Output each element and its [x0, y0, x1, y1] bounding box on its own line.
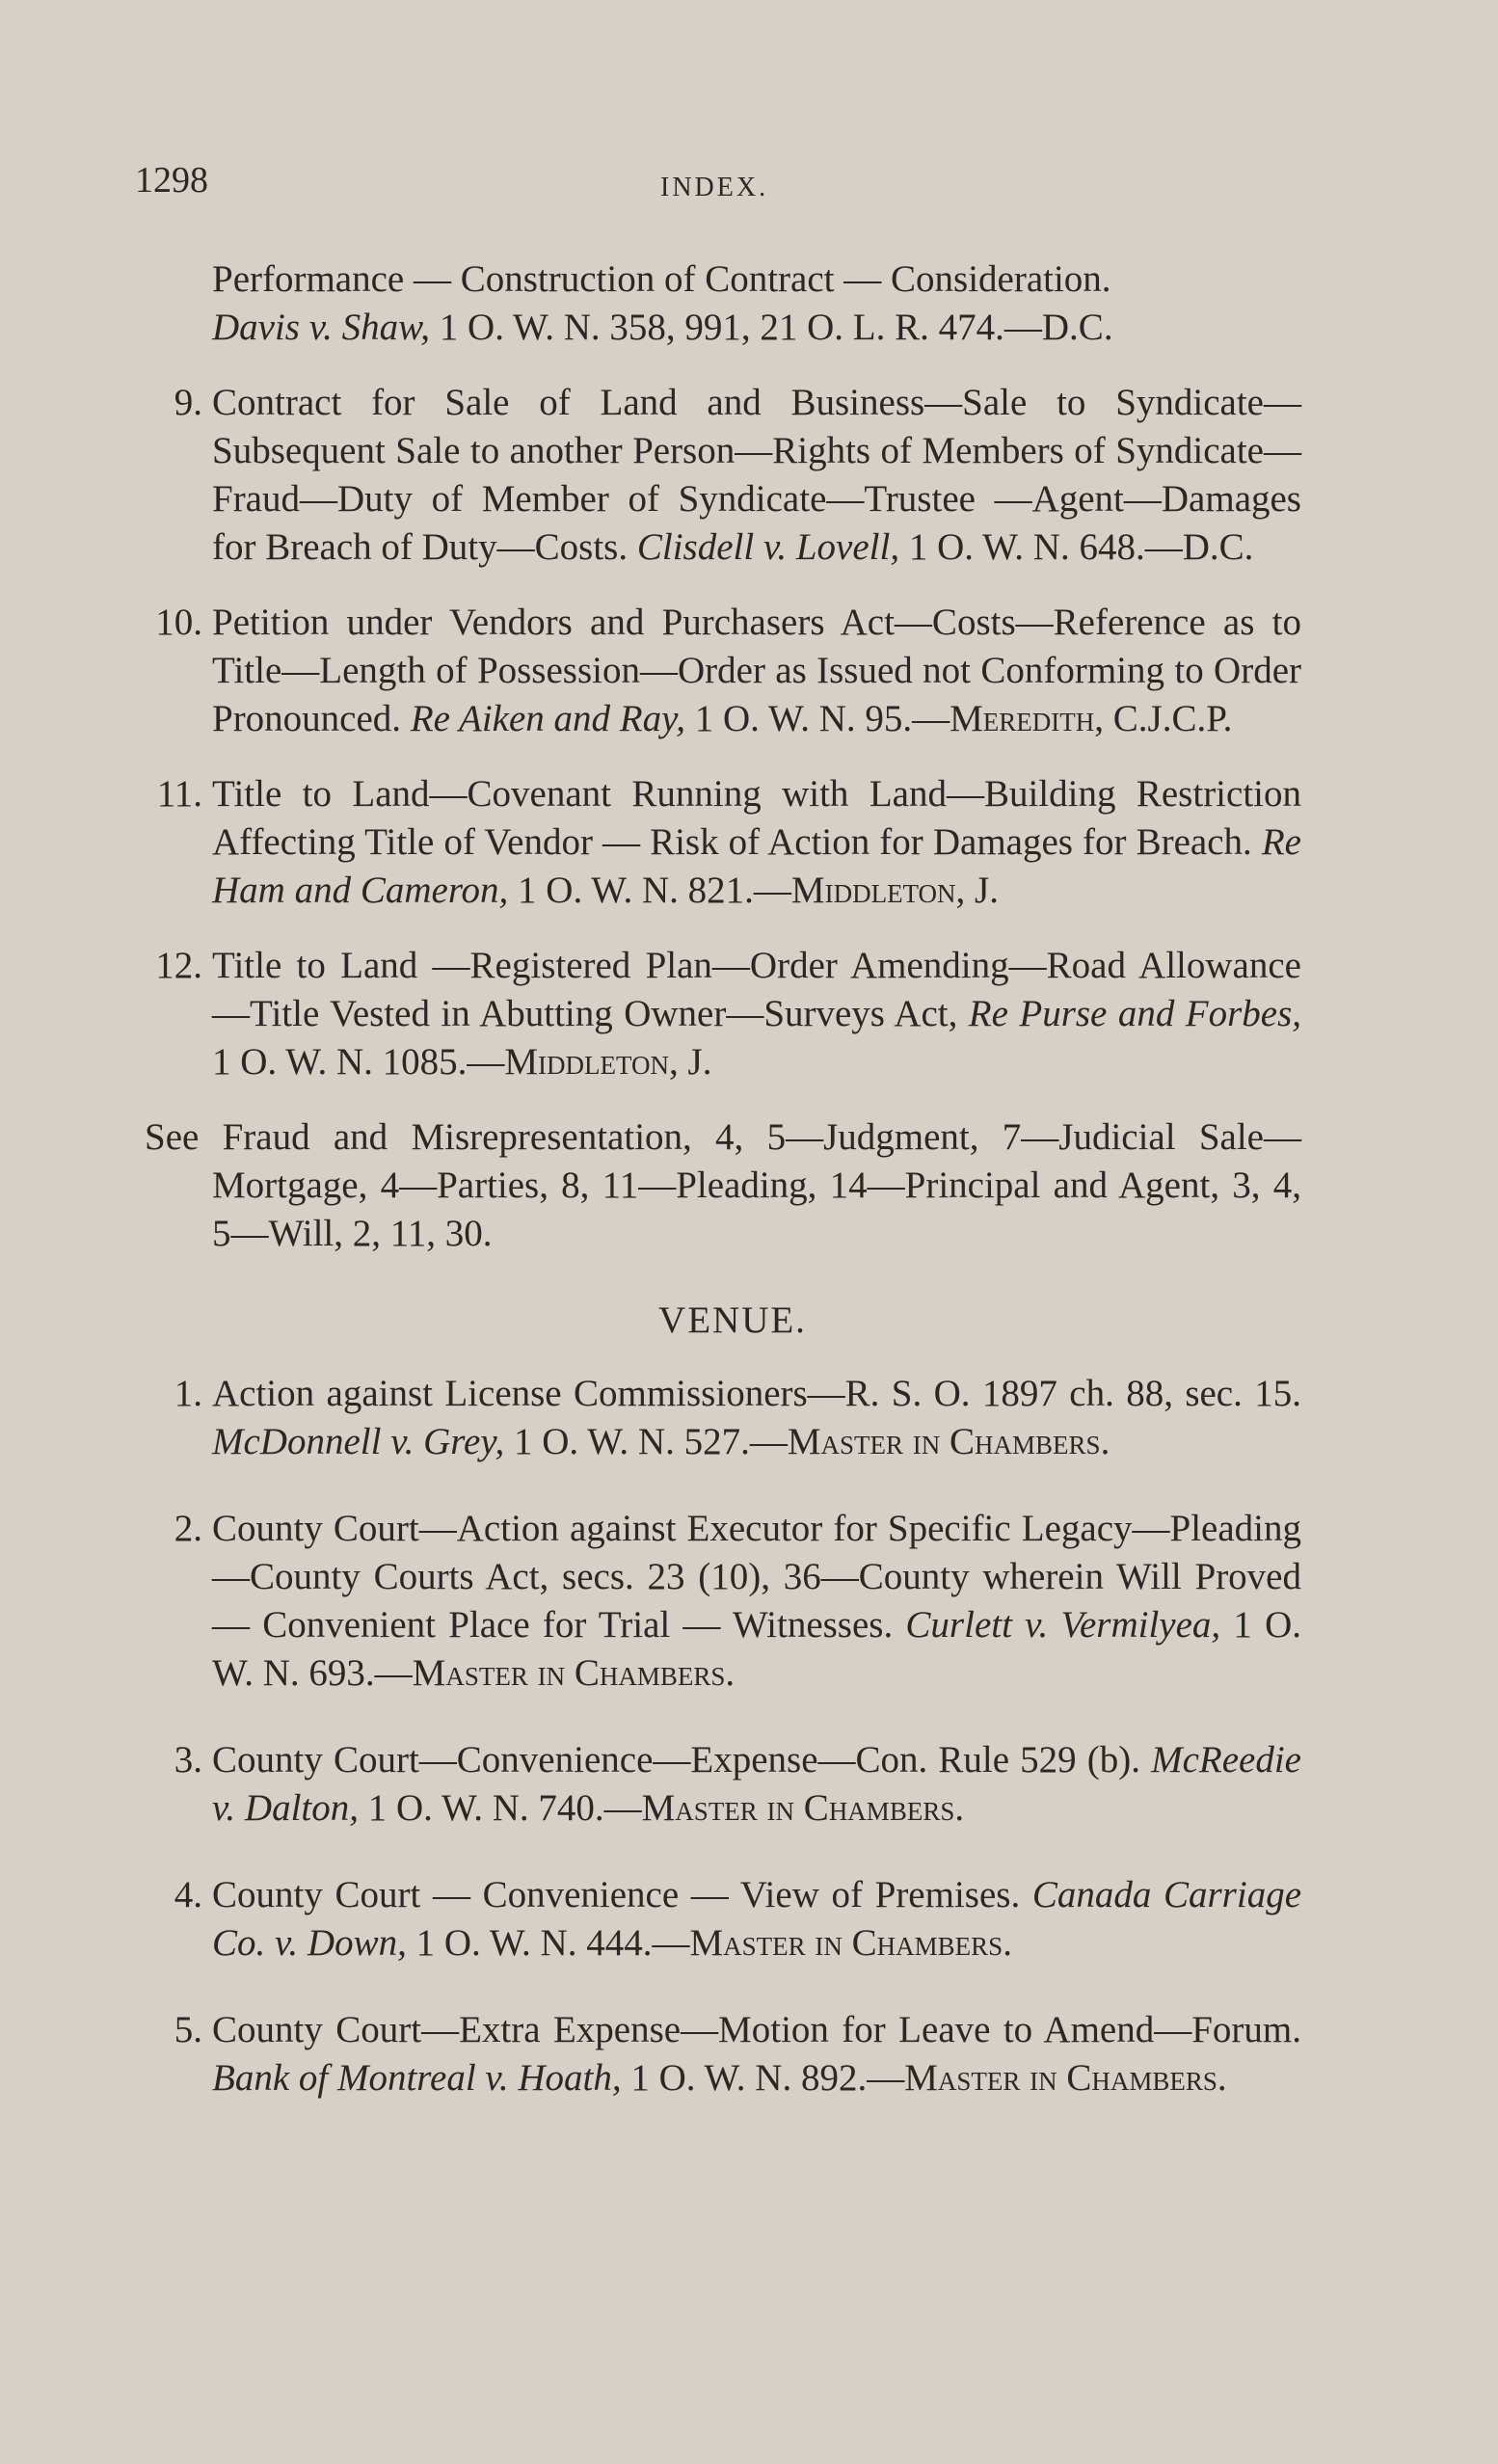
case-name: Bank of Montreal v. Hoath, [212, 2057, 622, 2099]
citation: 1 O. W. N. 740.— [359, 1787, 642, 1829]
entry-text: Petition under Vendors and Purchasers Act—Costs—Reference as to Title—Length of Possession—Order as Issued not Conforming to Order Pronounced. [212, 602, 1301, 739]
citation: 1 O. W. N. 95.— [685, 698, 950, 739]
judge: Master in Chambers. [641, 1787, 965, 1829]
citation: 1 O. W. N. 648.—D.C. [899, 526, 1254, 568]
judge: Middleton, J. [504, 1041, 712, 1083]
citation: 1 O. W. N. 1085.— [212, 1041, 505, 1083]
entry-text: County Court—Action against Executor for Specific Legacy—Pleading—County Courts Act, secs. 23 (10), 36—County wherein Will Proved — Convenient Place for Trial — Witnesses. [212, 1508, 1301, 1646]
case-name: McDonnell v. Grey, [212, 1421, 505, 1462]
entry-number: 4. [174, 1874, 202, 1915]
entry-text: County Court—Extra Expense—Motion for Leave to Amend—Forum. [212, 2009, 1301, 2050]
citation: 1 O. W. N. 693.— [212, 1604, 1301, 1694]
entry-text: Title to Land—Covenant Running with Land—Building Restriction Affecting Title of Vendor — Risk of Action for Damages for Breach. [212, 773, 1301, 863]
venue-entry-1 [106, 1370, 1301, 1466]
case-name: Curlett v. Vermilyea, [905, 1604, 1221, 1646]
section-heading-venue: VENUE. [658, 1299, 807, 1341]
continued-entry [106, 255, 1301, 352]
judge: Middleton, J. [790, 870, 999, 911]
judge: Master in Chambers. [787, 1421, 1110, 1462]
index-entry-11 [106, 770, 1301, 915]
case-name: Re Ham and Cameron, [212, 821, 1301, 911]
page-number: 1298 [135, 160, 208, 201]
entry-number: 2. [174, 1508, 202, 1549]
citation: 1 O. W. N. 444.— [406, 1922, 690, 1964]
judge: Master in Chambers. [904, 2057, 1227, 2099]
entry-text: Action against License Commissioners—R. S. O. 1897 ch. 88, sec. 15. [212, 1373, 1301, 1414]
venue-entry-5 [106, 2006, 1301, 2102]
citation: 1 O. W. N. 358, 991, 21 O. L. R. 474.—D.C. [430, 307, 1113, 348]
running-head: INDEX. [660, 173, 769, 202]
citation: 1 O. W. N. 821.— [508, 870, 791, 911]
entry-number: 5. [174, 2009, 202, 2050]
case-name: Canada Carriage Co. v. Down, [212, 1874, 1302, 1964]
citation: 1 O. W. N. 892.— [621, 2057, 905, 2099]
venue-section [106, 1370, 1301, 2102]
index-body [106, 255, 1301, 2141]
judge: Master in Chambers. [689, 1922, 1012, 1964]
index-entry-9 [106, 379, 1301, 572]
judge: Meredith, C.J.C.P. [950, 698, 1233, 739]
entry-number: 11. [156, 773, 202, 815]
entry-number: 10. [155, 602, 202, 643]
venue-entry-4 [106, 1871, 1301, 1968]
case-name: Re Purse and Forbes, [968, 993, 1302, 1034]
entry-number: 1. [174, 1373, 202, 1414]
entry-text: County Court — Convenience — View of Premises. [212, 1874, 1032, 1915]
see-also: See Fraud and Misrepresentation, 4, 5—Judgment, 7—Judicial Sale—Mortgage, 4—Parties, 8, 11—Pleading, 14—Principal and Agent, 3, 4, 5—Will, 2, 11, 30. [145, 1116, 1301, 1254]
case-name: Clisdell v. Lovell, [636, 526, 900, 568]
case-name: McReedie v. Dalton, [212, 1739, 1301, 1829]
entry-text: Contract for Sale of Land and Business—Sale to Syndicate—Subsequent Sale to another Person—Rights of Members of Syndicate—Fraud—Duty of Member of Syndicate—Trustee —Agent—Damages for Breach of Duty—Costs. [212, 382, 1301, 568]
entry-number: 3. [174, 1739, 202, 1781]
case-name: Davis v. Shaw, [212, 307, 431, 348]
citation: 1 O. W. N. 527.— [504, 1421, 788, 1462]
case-name: Re Aiken and Ray, [410, 698, 685, 739]
venue-entry-3 [106, 1736, 1301, 1833]
entry-text: Title to Land —Registered Plan—Order Amending—Road Allowance—Title Vested in Abutting Owner—Surveys Act, [212, 945, 1301, 1034]
index-entry-10 [106, 599, 1301, 743]
page-header [135, 159, 1330, 217]
entry-text: Performance — Construction of Contract — Consideration. [212, 258, 1111, 300]
entry-text: County Court—Convenience—Expense—Con. Rule 529 (b). [212, 1739, 1152, 1781]
judge: Master in Chambers. [412, 1652, 736, 1694]
venue-entry-2 [106, 1505, 1301, 1698]
index-entry-12 [106, 942, 1301, 1086]
entry-number: 12. [155, 945, 202, 986]
entry-number: 9. [174, 382, 202, 423]
